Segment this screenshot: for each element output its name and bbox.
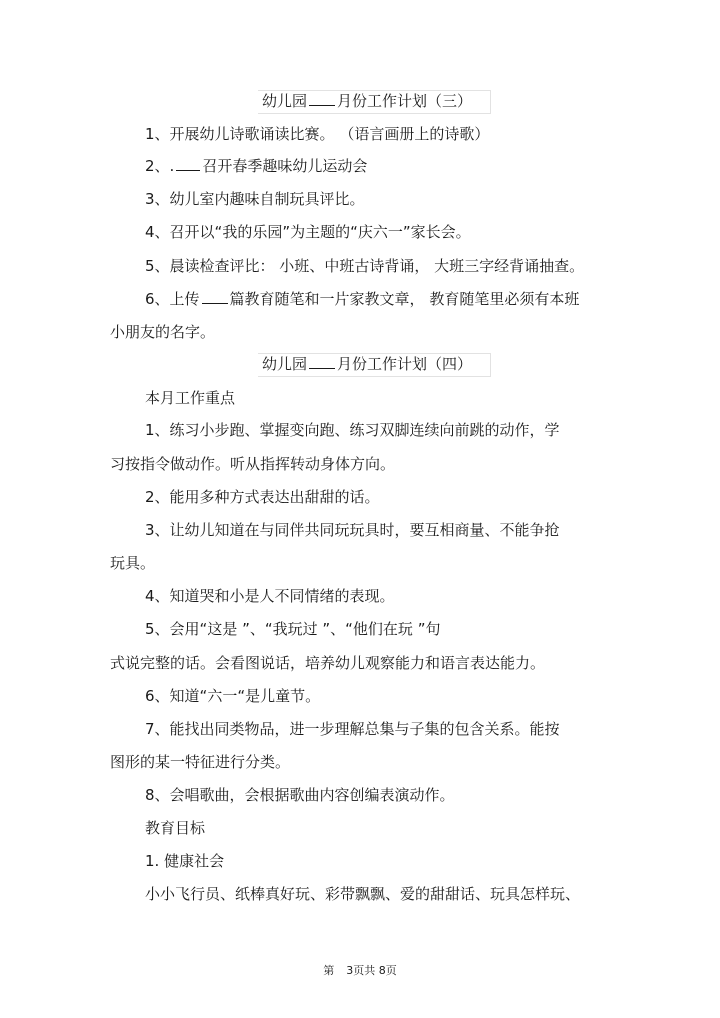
plan4-line-7: 5、会用“这是 ”、“我玩过 ”、“他们在玩 ”句: [145, 620, 441, 638]
plan3-title-prefix: 幼儿园: [262, 92, 308, 110]
goal1-heading: 1. 健康社会: [145, 852, 225, 870]
plan4-line-12: 8、会唱歌曲，会根据歌曲内容创编表演动作。: [145, 786, 455, 804]
plan4-line-8: 式说完整的话。会看图说话，培养幼儿观察能力和语言表达能力。: [110, 654, 546, 672]
item6-blank: [202, 289, 228, 304]
plan4-line-6: 4、知道哭和小是人不同情绪的表现。: [145, 587, 395, 605]
plan4-line-11: 图形的某一特征进行分类。: [110, 753, 291, 771]
plan4-line-9: 6、知道“六一“是儿童节。: [145, 687, 321, 705]
focus-heading: 本月工作重点: [145, 389, 236, 407]
footer-page-info: 3页共 8页: [346, 964, 397, 977]
plan4-line-2: 习按指令做动作。听从指挥转动身体方向。: [110, 455, 396, 473]
goals-heading: 教育目标: [145, 819, 206, 837]
plan3-item-6: [145, 289, 579, 309]
item2-blank: [176, 156, 200, 171]
plan3-item-4: 4、召开以“我的乐园”为主题的“庆六一”家长会。: [145, 223, 471, 241]
plan3-item-2-prefix: 2、.: [145, 157, 175, 175]
page-footer: [0, 964, 720, 978]
plan4-line-5: 玩具。: [110, 554, 156, 572]
plan3-item-1: 1、开展幼儿诗歌诵读比赛。 （语言画册上的诗歌）: [145, 125, 490, 143]
plan3-item-3: 3、幼儿室内趣味自制玩具评比。: [145, 190, 365, 208]
plan3-item-6-text: 篇教育随笔和一片家教文章， 教育随笔里必须有本班: [229, 290, 580, 308]
plan4-title-suffix: 月份工作计划（四）: [337, 355, 473, 373]
plan3-item-5: 5、晨读检查评比： 小班、中班古诗背诵， 大班三字经背诵抽查。: [145, 257, 585, 275]
plan4-title-prefix: 幼儿园: [262, 355, 308, 373]
plan3-item-2: [145, 156, 367, 176]
plan3-title-suffix: 月份工作计划（三）: [337, 92, 473, 110]
plan4-line-10: 7、能找出同类物品，进一步理解总集与子集的包含关系。能按: [145, 720, 560, 738]
plan3-item-6-cont: 小朋友的名字。: [110, 323, 216, 341]
goal1-text: 小小飞行员、纸棒真好玩、彩带飘飘、爱的甜甜话、玩具怎样玩、: [145, 885, 581, 903]
plan3-title: [262, 91, 472, 111]
plan3-item-6-prefix: 6、上传: [145, 290, 200, 308]
title-blank: [309, 354, 335, 369]
footer-page-label: 第: [323, 964, 335, 977]
plan3-item-2-text: 召开春季趣味幼儿运动会: [202, 157, 368, 175]
plan4-line-4: 3、让幼儿知道在与同伴共同玩玩具时，要互相商量、不能争抢: [145, 521, 560, 539]
title-blank: [309, 91, 335, 106]
plan4-title: [262, 354, 472, 374]
plan4-line-3: 2、能用多种方式表达出甜甜的话。: [145, 488, 380, 506]
plan4-line-1: 1、练习小步跑、掌握变向跑、练习双脚连续向前跳的动作，学: [145, 421, 560, 439]
